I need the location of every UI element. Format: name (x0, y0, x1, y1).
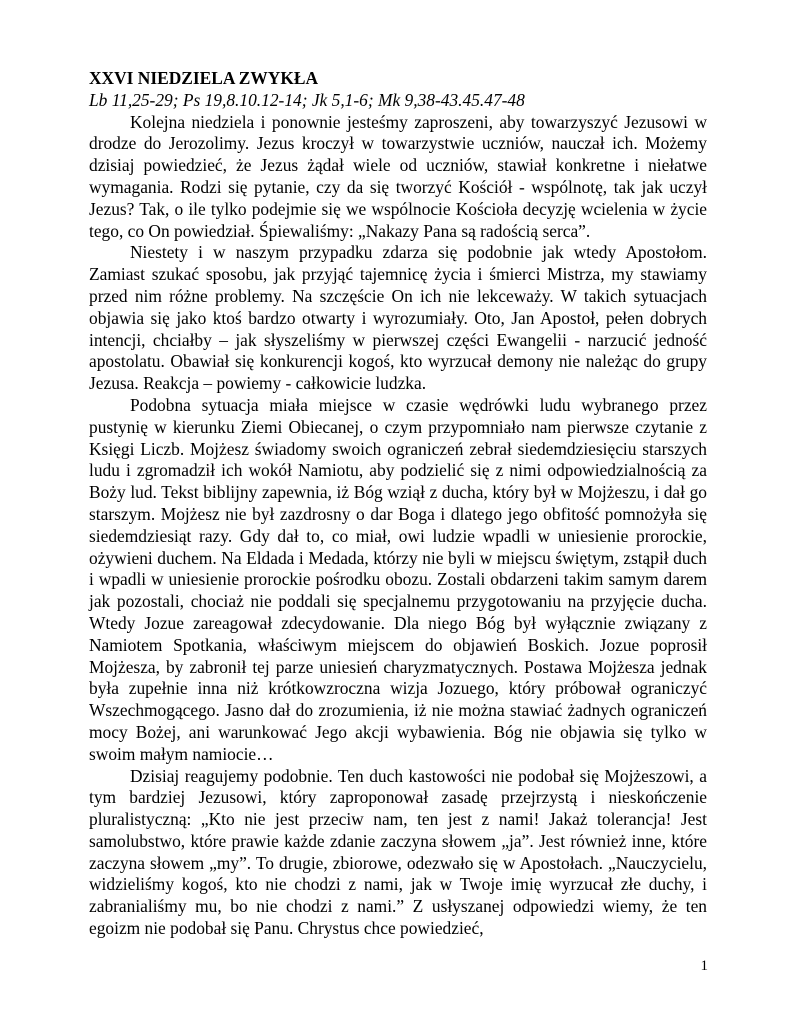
paragraph: Dzisiaj reagujemy podobnie. Ten duch kastowości nie podobał się Mojżeszowi, a tym bardziej Jezusowi, który zaproponował zasadę przejrzystą i nieskończenie pluralistyczną: „Kto nie jest przeciw nam, ten jest z nami! Jakaż tolerancja! Jest samolubstwo, które prawie każde zdanie zaczyna słowem „ja”. Jest również inne, które zaczyna słowem „my”. To drugie, zbiorowe, odezwało się w Apostołach. „Nauczycielu, widzieliśmy kogoś, kto nie chodzi z nami, jak w Twoje imię wyrzucał złe duchy, i zabranialiśmy mu, bo nie chodzi z nami.” Z usłyszanej odpowiedzi wiemy, że ten egoizm nie podobał się Panu. Chrystus chce powiedzieć, (89, 765, 707, 939)
document-page (89, 68, 707, 940)
scripture-references: Lb 11,25-29; Ps 19,8.10.12-14; Jk 5,1-6; Mk 9,38-43.45.47-48 (89, 89, 525, 110)
document-title: XXVI NIEDZIELA ZWYKŁA (89, 68, 319, 88)
paragraph: Kolejna niedziela i ponownie jesteśmy zaproszeni, aby towarzyszyć Jezusowi w drodze do Jerozolimy. Jezus kroczył w towarzystwie uczniów, nauczał ich. Możemy dzisiaj powiedzieć, że Jezus żądał wiele od uczniów, stawiał konkretne i niełatwe wymagania. Rodzi się pytanie, czy da się tworzyć Kościół - wspólnotę, tak jak uczył Jezus? Tak, o ile tylko podejmie się we wspólnocie Kościoła decyzję wcielenia w życie tego, co On powiedział. Śpiewaliśmy: „Nakazy Pana są radością serca”. (89, 111, 707, 241)
paragraph: Niestety i w naszym przypadku zdarza się podobnie jak wtedy Apostołom. Zamiast szukać sposobu, jak przyjąć tajemnicę życia i śmierci Mistrza, my stawiamy przed nim różne problemy. Na szczęście On ich nie lekceważy. W takich sytuacjach objawia się jako ktoś bardzo otwarty i wyrozumiały. Oto, Jan Apostoł, pełen dobrych intencji, chciałby – jak słyszeliśmy w pierwszej części Ewangelii - narzucić jedność apostolatu. Obawiał się konkurencji kogoś, kto wyrzucał demony nie należąc do grupy Jezusa. Reakcja – powiemy - całkowicie ludzka. (89, 242, 707, 394)
page-number: 1 (700, 958, 708, 974)
paragraph: Podobna sytuacja miała miejsce w czasie wędrówki ludu wybranego przez pustynię w kierunku Ziemi Obiecanej, o czym przypomniało nam pierwsze czytanie z Księgi Liczb. Mojżesz świadomy swoich ograniczeń zebrał siedemdziesięciu starszych ludu i zgromadził ich wokół Namiotu, aby podzielić się z nimi odpowiedzialnością za Boży lud. Tekst biblijny zapewnia, iż Bóg wziął z ducha, który był w Mojżeszu, i dał go starszym. Mojżesz nie był zazdrosny o dar Boga i dlatego jego obfitość pomnożyła się siedemdziesiąt razy. Gdy dał to, co miał, owi ludzie wpadli w uniesienie prorockie, ożywieni duchem. Na Eldada i Medada, którzy nie byli w miejscu świętym, zstąpił duch i wpadli w uniesienie prorockie pośrodku obozu. Zostali obdarzeni takim samym darem jak pozostali, chociaż nie poddali się specjalnemu przygotowaniu na przyjęcie ducha. Wtedy Jozue zareagował zdecydowanie. Dla niego Bóg był wyłącznie związany z Namiotem Spotkania, właściwym miejscem do objawień Boskich. Jozue poprosił Mojżesza, by zabronił tej parze uniesień charyzmatycznych. Postawa Mojżesza jednak była zupełnie inna niż krótkowzroczna wizja Jozuego, który próbował ograniczyć Wszechmogącego. Jasno dał do zrozumienia, iż nie można stawiać żadnych ograniczeń mocy Bożej, ani warunkować Jego akcji wybawienia. Bóg nie objawia się tylko w swoim małym namiocie… (89, 394, 707, 764)
